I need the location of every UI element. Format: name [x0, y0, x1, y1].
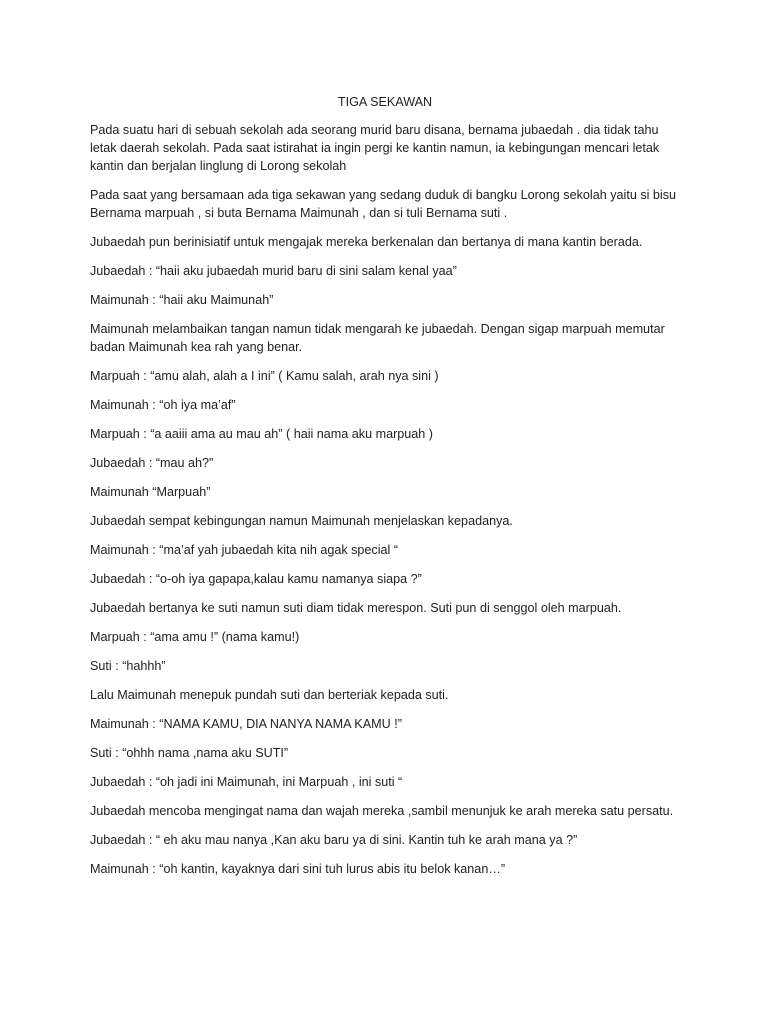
document-title: TIGA SEKAWAN	[337, 95, 433, 109]
dialogue-line: Maimunah : “haii aku Maimunah”	[90, 293, 274, 307]
dialogue-line: Jubaedah : “mau ah?”	[90, 456, 214, 470]
dialogue-line: Jubaedah : “haii aku jubaedah murid baru di sini salam kenal yaa”	[90, 264, 457, 278]
dialogue-line: Marpuah : “a aaiii ama au mau ah” ( haii nama aku marpuah )	[90, 427, 434, 441]
paragraph: Jubaedah pun berinisiatif untuk mengajak mereka berkenalan dan bertanya di mana kantin berada.	[90, 235, 643, 249]
paragraph: Pada saat yang bersamaan ada tiga sekawan yang sedang duduk di bangku Lorong sekolah yaitu si bisu Bernama marpuah , si buta Bernama Maimunah , dan si tuli Bernama suti .	[90, 188, 677, 220]
dialogue-line: Jubaedah : “ eh aku mau nanya ,Kan aku baru ya di sini. Kantin tuh ke arah mana ya ?”	[90, 833, 578, 847]
dialogue-line: Jubaedah : “o-oh iya gapapa,kalau kamu namanya siapa ?”	[90, 572, 422, 586]
paragraph: Lalu Maimunah menepuk pundah suti dan berteriak kepada suti.	[90, 688, 449, 702]
dialogue-line: Marpuah : “ama amu !” (nama kamu!)	[90, 630, 300, 644]
paragraph: Jubaedah bertanya ke suti namun suti diam tidak merespon. Suti pun di senggol oleh marpuah.	[90, 601, 622, 615]
dialogue-line: Maimunah “Marpuah”	[90, 485, 211, 499]
dialogue-line: Maimunah : “oh iya ma’af”	[90, 398, 236, 412]
dialogue-line: Suti : “ohhh nama ,nama aku SUTI”	[90, 746, 289, 760]
dialogue-line: Maimunah : “ma’af yah jubaedah kita nih agak special “	[90, 543, 399, 557]
dialogue-line: Marpuah : “amu alah, alah a I ini” ( Kamu salah, arah nya sini )	[90, 369, 439, 383]
dialogue-line: Maimunah : “NAMA KAMU, DIA NANYA NAMA KAMU !”	[90, 717, 402, 731]
paragraph: Jubaedah sempat kebingungan namun Maimunah menjelaskan kepadanya.	[90, 514, 513, 528]
paragraph: Pada suatu hari di sebuah sekolah ada seorang murid baru disana, bernama jubaedah . dia tidak tahu letak daerah sekolah. Pada saat istirahat ia ingin pergi ke kantin namun, ia kebingungan mencari letak kantin dan berjalan linglung di Lorong sekolah	[90, 123, 660, 173]
document-body	[90, 93, 680, 889]
dialogue-line: Jubaedah : “oh jadi ini Maimunah, ini Marpuah , ini suti “	[90, 775, 403, 789]
paragraph: Jubaedah mencoba mengingat nama dan wajah mereka ,sambil menunjuk ke arah mereka satu persatu.	[90, 804, 674, 818]
dialogue-line: Suti : “hahhh”	[90, 659, 166, 673]
dialogue-line: Maimunah : “oh kantin, kayaknya dari sini tuh lurus abis itu belok kanan…”	[90, 862, 506, 876]
paragraph: Maimunah melambaikan tangan namun tidak mengarah ke jubaedah. Dengan sigap marpuah memutar badan Maimunah kea rah yang benar.	[90, 322, 665, 354]
